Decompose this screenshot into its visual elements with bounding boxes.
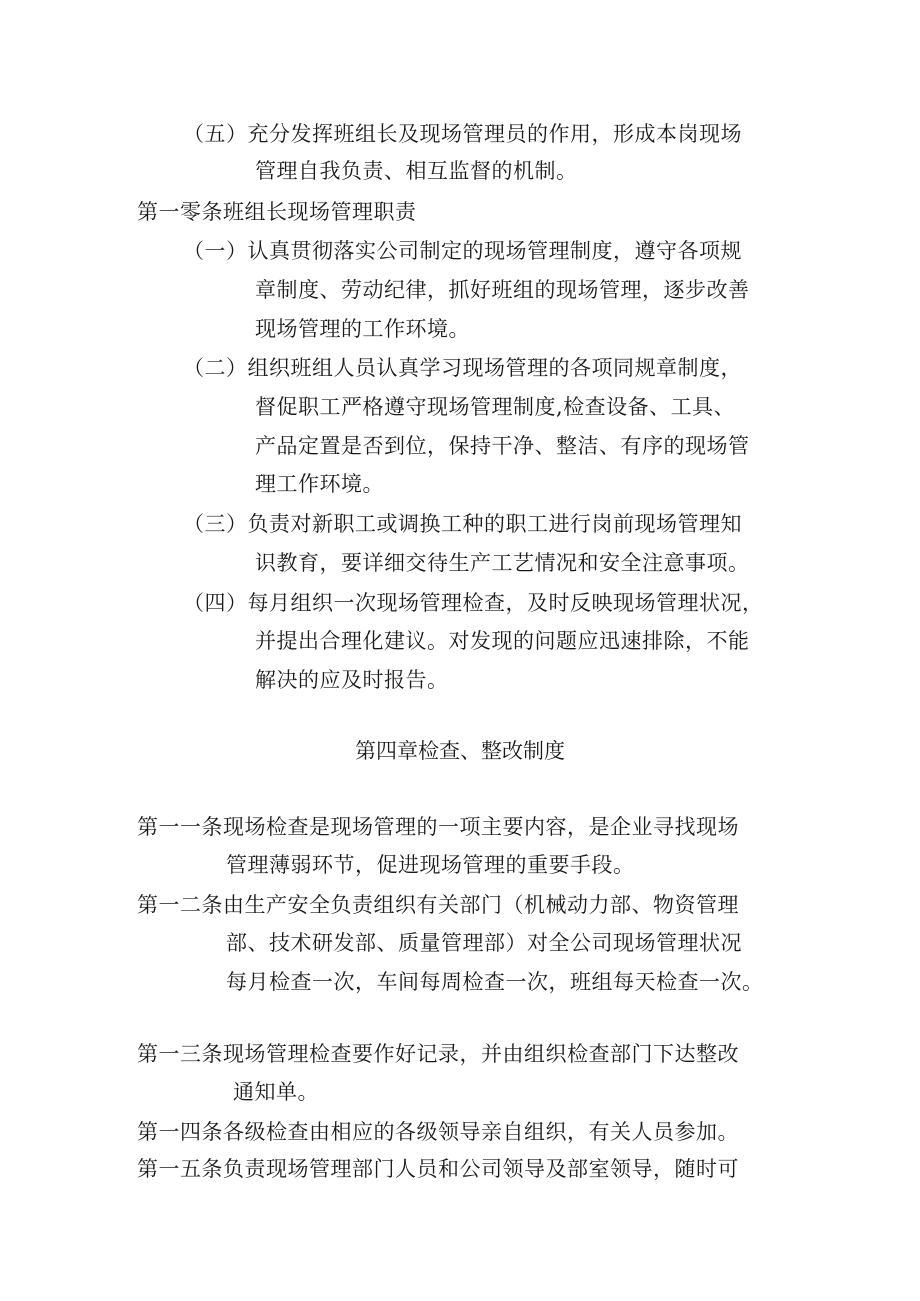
text-line: 识教育，要详细交待生产工艺情况和安全注意事项。 xyxy=(255,551,750,575)
text-line: 第一一条现场检查是现场管理的一项主要内容，是企业寻找现场 xyxy=(137,815,739,839)
text-line: 并提出合理化建议。对发现的问题应迅速排除，不能 xyxy=(255,629,750,653)
text-line: 管理薄弱环节，促进现场管理的重要手段。 xyxy=(226,853,635,877)
text-line: （三）负责对新职工或调换工种的职工进行岗前现场管理知 xyxy=(183,512,742,536)
text-line: 第一五条负责现场管理部门人员和公司领导及部室领导，随时可 xyxy=(137,1157,739,1181)
text-line: 产品定置是否到位，保持干净、整洁、有序的现场管 xyxy=(255,434,750,458)
text-line: （五）充分发挥班组长及现场管理员的作用，形成本岗现场 xyxy=(183,122,742,146)
text-line: 第一四条各级检查由相应的各级领导亲自组织，有关人员参加。 xyxy=(137,1120,739,1144)
text-line: 管理自我负责、相互监督的机制。 xyxy=(255,159,578,183)
text-line: 第一三条现场管理检查要作好记录，并由组织检查部门下达整改 xyxy=(137,1042,739,1066)
text-line: 第一零条班组长现场管理职责 xyxy=(137,200,417,224)
text-line: 通知单。 xyxy=(233,1080,319,1104)
text-line: 督促职工严格遵守现场管理制度,检查设备、工具、 xyxy=(255,395,736,419)
chapter-heading: 第四章检查、整改制度 xyxy=(355,739,565,763)
text-line: 每月检查一次，车间每周检查一次，班组每天检查一次。 xyxy=(226,970,764,994)
text-line: 解决的应及时报告。 xyxy=(255,668,449,692)
text-line: （二）组织班组人员认真学习现场管理的各项同规章制度， xyxy=(183,356,742,380)
text-line: （四）每月组织一次现场管理检查，及时反映现场管理状况， xyxy=(183,591,764,615)
text-line: 第一二条由生产安全负责组织有关部门（机械动力部、物资管理 xyxy=(137,893,739,917)
text-line: （一）认真贯彻落实公司制定的现场管理制度，遵守各项规 xyxy=(183,239,742,263)
text-line: 部、技术研发部、质量管理部）对全公司现场管理状况 xyxy=(226,931,742,955)
text-line: 理工作环境。 xyxy=(255,472,384,496)
text-line: 现场管理的工作环境。 xyxy=(255,317,470,341)
text-line: 章制度、劳动纪律，抓好班组的现场管理，逐步改善 xyxy=(255,278,750,302)
